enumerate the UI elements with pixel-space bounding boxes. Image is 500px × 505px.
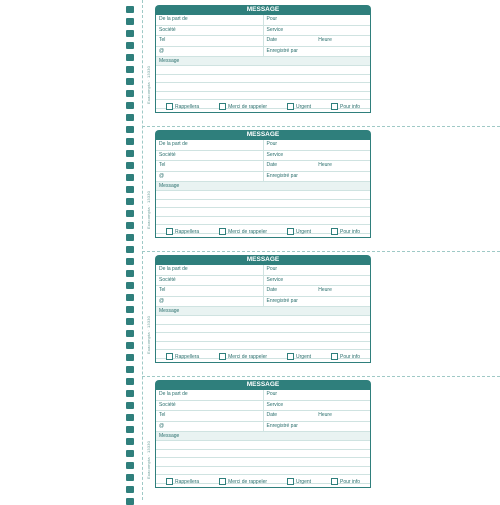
message-line bbox=[156, 450, 370, 459]
checkbox-callback[interactable] bbox=[166, 103, 199, 110]
checkbox-label: Rappellera bbox=[174, 228, 200, 235]
recorded-by-label: Enregistré par bbox=[266, 297, 298, 304]
slip-header: MESSAGE bbox=[155, 380, 371, 390]
for-field[interactable] bbox=[263, 390, 371, 400]
tel-row bbox=[156, 286, 370, 297]
binding-hole bbox=[126, 126, 134, 133]
from-row bbox=[156, 15, 370, 26]
slip-header: MESSAGE bbox=[155, 255, 371, 265]
tel-field[interactable]: Tel bbox=[159, 412, 166, 418]
checkbox-label: Urgent bbox=[296, 353, 312, 360]
service-field[interactable] bbox=[263, 276, 371, 286]
checkbox-icon[interactable] bbox=[219, 478, 226, 485]
checkbox-label: Urgent bbox=[296, 103, 312, 110]
service-label: Service bbox=[266, 151, 284, 158]
checkbox-icon[interactable] bbox=[166, 103, 173, 110]
recorded-by-field[interactable] bbox=[263, 422, 371, 432]
from-field[interactable]: De la part de bbox=[159, 141, 188, 147]
recorded-by-label: Enregistré par bbox=[266, 172, 298, 179]
binding-hole bbox=[126, 462, 134, 469]
checkbox-icon[interactable] bbox=[219, 103, 226, 110]
message-line bbox=[156, 92, 370, 101]
recorded-by-field[interactable] bbox=[263, 172, 371, 182]
message-slip bbox=[155, 380, 371, 488]
email-field[interactable]: @ bbox=[159, 422, 165, 429]
binding-hole bbox=[126, 426, 134, 433]
checkbox-icon[interactable] bbox=[287, 353, 294, 360]
service-field[interactable] bbox=[263, 401, 371, 411]
service-label: Service bbox=[266, 401, 284, 408]
checkbox-icon[interactable] bbox=[219, 353, 226, 360]
binding-hole bbox=[126, 294, 134, 301]
perforation-line-horizontal bbox=[142, 126, 500, 127]
checkbox-for-info[interactable] bbox=[331, 228, 360, 235]
company-field[interactable]: Société bbox=[159, 276, 176, 283]
checkbox-please-call[interactable] bbox=[219, 353, 267, 360]
email-row bbox=[156, 47, 370, 58]
company-row bbox=[156, 151, 370, 162]
service-label: Service bbox=[266, 276, 284, 283]
side-print-text: Exacompta · 13330 bbox=[146, 190, 151, 230]
checkbox-icon[interactable] bbox=[166, 478, 173, 485]
from-field[interactable]: De la part de bbox=[159, 391, 188, 397]
binding-hole bbox=[126, 390, 134, 397]
checkbox-row bbox=[156, 478, 370, 485]
checkbox-icon[interactable] bbox=[219, 228, 226, 235]
recorded-by-label: Enregistré par bbox=[266, 47, 298, 54]
tel-row bbox=[156, 36, 370, 47]
checkbox-for-info[interactable] bbox=[331, 353, 360, 360]
from-field[interactable]: De la part de bbox=[159, 266, 188, 272]
checkbox-label: Pour info bbox=[340, 103, 361, 110]
checkbox-urgent[interactable] bbox=[287, 478, 311, 485]
message-line bbox=[156, 217, 370, 226]
binding-hole bbox=[126, 162, 134, 169]
checkbox-callback[interactable] bbox=[166, 353, 199, 360]
checkbox-label: Pour info bbox=[340, 353, 361, 360]
slip-body bbox=[155, 140, 371, 238]
for-label: Pour bbox=[266, 141, 278, 147]
message-line bbox=[156, 316, 370, 325]
spiral-binding bbox=[126, 0, 138, 500]
tel-field[interactable]: Tel bbox=[159, 162, 166, 168]
message-line bbox=[156, 191, 370, 200]
time-label: Heure bbox=[318, 412, 332, 418]
message-line bbox=[156, 467, 370, 476]
side-print-text: Exacompta · 13330 bbox=[146, 65, 151, 105]
service-label: Service bbox=[266, 26, 284, 33]
recorded-by-label: Enregistré par bbox=[266, 422, 298, 429]
message-slip bbox=[155, 5, 371, 113]
binding-hole bbox=[126, 414, 134, 421]
binding-hole bbox=[126, 234, 134, 241]
checkbox-row bbox=[156, 228, 370, 235]
checkbox-icon[interactable] bbox=[287, 228, 294, 235]
checkbox-label: Urgent bbox=[296, 228, 312, 235]
checkbox-label: Rappellera bbox=[174, 103, 200, 110]
binding-hole bbox=[126, 354, 134, 361]
for-label: Pour bbox=[266, 266, 278, 272]
checkbox-label: Pour info bbox=[340, 478, 361, 485]
checkbox-label: Merci de rappeler bbox=[228, 353, 268, 360]
company-field[interactable]: Société bbox=[159, 401, 176, 408]
slip-body bbox=[155, 265, 371, 363]
from-row bbox=[156, 140, 370, 151]
checkbox-row bbox=[156, 353, 370, 360]
tel-field[interactable]: Tel bbox=[159, 37, 166, 43]
binding-hole bbox=[126, 258, 134, 265]
checkbox-row bbox=[156, 103, 370, 110]
tel-row bbox=[156, 411, 370, 422]
binding-hole bbox=[126, 42, 134, 49]
checkbox-icon[interactable] bbox=[287, 103, 294, 110]
slip-body bbox=[155, 15, 371, 113]
checkbox-for-info[interactable] bbox=[331, 478, 360, 485]
checkbox-icon[interactable] bbox=[331, 228, 338, 235]
from-row bbox=[156, 390, 370, 401]
message-line bbox=[156, 200, 370, 209]
checkbox-callback[interactable] bbox=[166, 228, 199, 235]
message-line bbox=[156, 83, 370, 92]
checkbox-callback[interactable] bbox=[166, 478, 199, 485]
checkbox-urgent[interactable] bbox=[287, 353, 311, 360]
slip-header: MESSAGE bbox=[155, 130, 371, 140]
binding-hole bbox=[126, 246, 134, 253]
company-row bbox=[156, 401, 370, 412]
slip-body bbox=[155, 390, 371, 488]
checkbox-urgent[interactable] bbox=[287, 103, 311, 110]
date-label: Date bbox=[266, 37, 278, 43]
email-field[interactable]: @ bbox=[159, 47, 165, 54]
binding-hole bbox=[126, 438, 134, 445]
recorded-by-field[interactable] bbox=[263, 297, 371, 307]
email-row bbox=[156, 172, 370, 183]
perforation-line-horizontal bbox=[142, 376, 500, 377]
binding-hole bbox=[126, 486, 134, 493]
tel-field[interactable]: Tel bbox=[159, 287, 166, 293]
binding-hole bbox=[126, 402, 134, 409]
message-line bbox=[156, 325, 370, 334]
checkbox-icon[interactable] bbox=[166, 228, 173, 235]
binding-hole bbox=[126, 282, 134, 289]
email-field[interactable]: @ bbox=[159, 297, 165, 304]
checkbox-label: Pour info bbox=[340, 228, 361, 235]
date-time-field[interactable] bbox=[263, 36, 371, 46]
message-line bbox=[156, 458, 370, 467]
email-row bbox=[156, 297, 370, 308]
checkbox-icon[interactable] bbox=[331, 103, 338, 110]
binding-hole bbox=[126, 78, 134, 85]
email-row bbox=[156, 422, 370, 433]
binding-hole bbox=[126, 18, 134, 25]
for-field[interactable] bbox=[263, 140, 371, 150]
company-row bbox=[156, 276, 370, 287]
perforation-line-horizontal bbox=[142, 251, 500, 252]
binding-hole bbox=[126, 114, 134, 121]
binding-hole bbox=[126, 186, 134, 193]
slip-header: MESSAGE bbox=[155, 5, 371, 15]
binding-hole bbox=[126, 138, 134, 145]
date-label: Date bbox=[266, 162, 278, 168]
perforation-line-vertical bbox=[142, 0, 143, 500]
binding-hole bbox=[126, 6, 134, 13]
service-field[interactable] bbox=[263, 151, 371, 161]
message-label: Message bbox=[156, 57, 370, 66]
checkbox-please-call[interactable] bbox=[219, 228, 267, 235]
message-line bbox=[156, 342, 370, 351]
checkbox-urgent[interactable] bbox=[287, 228, 311, 235]
binding-hole bbox=[126, 378, 134, 385]
binding-hole bbox=[126, 90, 134, 97]
company-row bbox=[156, 26, 370, 37]
date-time-field[interactable] bbox=[263, 411, 371, 421]
binding-hole bbox=[126, 366, 134, 373]
binding-hole bbox=[126, 30, 134, 37]
time-label: Heure bbox=[318, 162, 332, 168]
binding-hole bbox=[126, 450, 134, 457]
side-print-text: Exacompta · 13330 bbox=[146, 440, 151, 480]
date-label: Date bbox=[266, 412, 278, 418]
time-label: Heure bbox=[318, 287, 332, 293]
checkbox-label: Rappellera bbox=[174, 353, 200, 360]
checkbox-for-info[interactable] bbox=[331, 103, 360, 110]
message-label: Message bbox=[156, 182, 370, 191]
checkbox-icon[interactable] bbox=[331, 353, 338, 360]
checkbox-please-call[interactable] bbox=[219, 478, 267, 485]
time-label: Heure bbox=[318, 37, 332, 43]
recorded-by-field[interactable] bbox=[263, 47, 371, 57]
binding-hole bbox=[126, 342, 134, 349]
binding-hole bbox=[126, 330, 134, 337]
binding-hole bbox=[126, 270, 134, 277]
for-label: Pour bbox=[266, 391, 278, 397]
binding-hole bbox=[126, 102, 134, 109]
binding-hole bbox=[126, 222, 134, 229]
tel-row bbox=[156, 161, 370, 172]
message-line bbox=[156, 441, 370, 450]
service-field[interactable] bbox=[263, 26, 371, 36]
binding-hole bbox=[126, 198, 134, 205]
from-row bbox=[156, 265, 370, 276]
message-slip bbox=[155, 255, 371, 363]
message-label: Message bbox=[156, 432, 370, 441]
checkbox-label: Merci de rappeler bbox=[228, 228, 268, 235]
checkbox-please-call[interactable] bbox=[219, 103, 267, 110]
message-line bbox=[156, 75, 370, 84]
side-print-text: Exacompta · 13330 bbox=[146, 315, 151, 355]
date-time-field[interactable] bbox=[263, 286, 371, 296]
company-field[interactable]: Société bbox=[159, 26, 176, 33]
binding-hole bbox=[126, 474, 134, 481]
checkbox-label: Merci de rappeler bbox=[228, 103, 268, 110]
checkbox-icon[interactable] bbox=[331, 478, 338, 485]
binding-hole bbox=[126, 174, 134, 181]
from-field[interactable]: De la part de bbox=[159, 16, 188, 22]
for-field[interactable] bbox=[263, 15, 371, 25]
message-label: Message bbox=[156, 307, 370, 316]
checkbox-label: Rappellera bbox=[174, 478, 200, 485]
date-time-field[interactable] bbox=[263, 161, 371, 171]
binding-hole bbox=[126, 318, 134, 325]
for-field[interactable] bbox=[263, 265, 371, 275]
date-label: Date bbox=[266, 287, 278, 293]
message-line bbox=[156, 66, 370, 75]
company-field[interactable]: Société bbox=[159, 151, 176, 158]
binding-hole bbox=[126, 66, 134, 73]
checkbox-label: Merci de rappeler bbox=[228, 478, 268, 485]
binding-hole bbox=[126, 150, 134, 157]
message-line bbox=[156, 208, 370, 217]
message-slip bbox=[155, 130, 371, 238]
email-field[interactable]: @ bbox=[159, 172, 165, 179]
checkbox-icon[interactable] bbox=[166, 353, 173, 360]
binding-hole bbox=[126, 54, 134, 61]
binding-hole bbox=[126, 498, 134, 505]
binding-hole bbox=[126, 306, 134, 313]
message-line bbox=[156, 333, 370, 342]
for-label: Pour bbox=[266, 16, 278, 22]
checkbox-icon[interactable] bbox=[287, 478, 294, 485]
binding-hole bbox=[126, 210, 134, 217]
checkbox-label: Urgent bbox=[296, 478, 312, 485]
